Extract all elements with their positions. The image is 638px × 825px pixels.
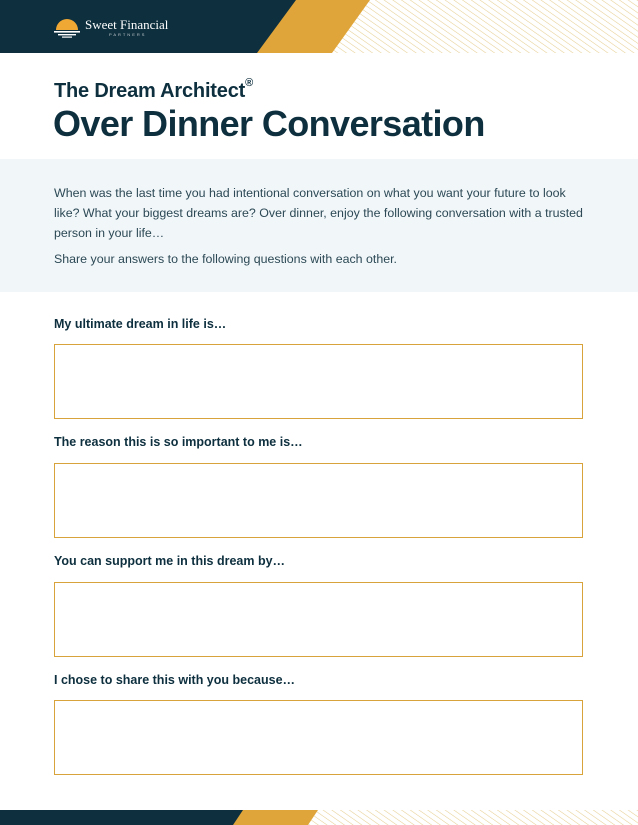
sun-logo-icon	[53, 16, 81, 38]
question-label-reason: The reason this is so important to me is…	[54, 435, 303, 449]
brand-name: Sweet Financial	[85, 16, 169, 32]
instruction-paragraph: Share your answers to the following questions with each other.	[54, 252, 398, 266]
question-label-support: You can support me in this dream by…	[54, 554, 286, 568]
answer-box-support[interactable]	[54, 582, 583, 657]
question-label-dream: My ultimate dream in life is…	[54, 317, 227, 331]
answer-box-share[interactable]	[54, 700, 583, 775]
page-subtitle	[54, 77, 253, 103]
intro-box	[0, 159, 638, 292]
footer-band	[0, 810, 638, 825]
brand-subtitle: PARTNERS	[109, 31, 147, 37]
registered-mark: ®	[245, 77, 253, 89]
answer-box-reason[interactable]	[54, 463, 583, 538]
answer-box-dream[interactable]	[54, 344, 583, 419]
intro-paragraph: When was the last time you had intentional conversation on what you want your future to look like? What your biggest dreams are? Over dinner, enjoy the following conversation with a trusted person in your life…	[54, 186, 583, 240]
brand-logo	[53, 15, 168, 39]
question-label-share: I chose to share this with you because…	[54, 673, 296, 687]
subtitle-text: The Dream Architect	[54, 80, 246, 102]
page-title: Over Dinner Conversation	[53, 103, 485, 144]
